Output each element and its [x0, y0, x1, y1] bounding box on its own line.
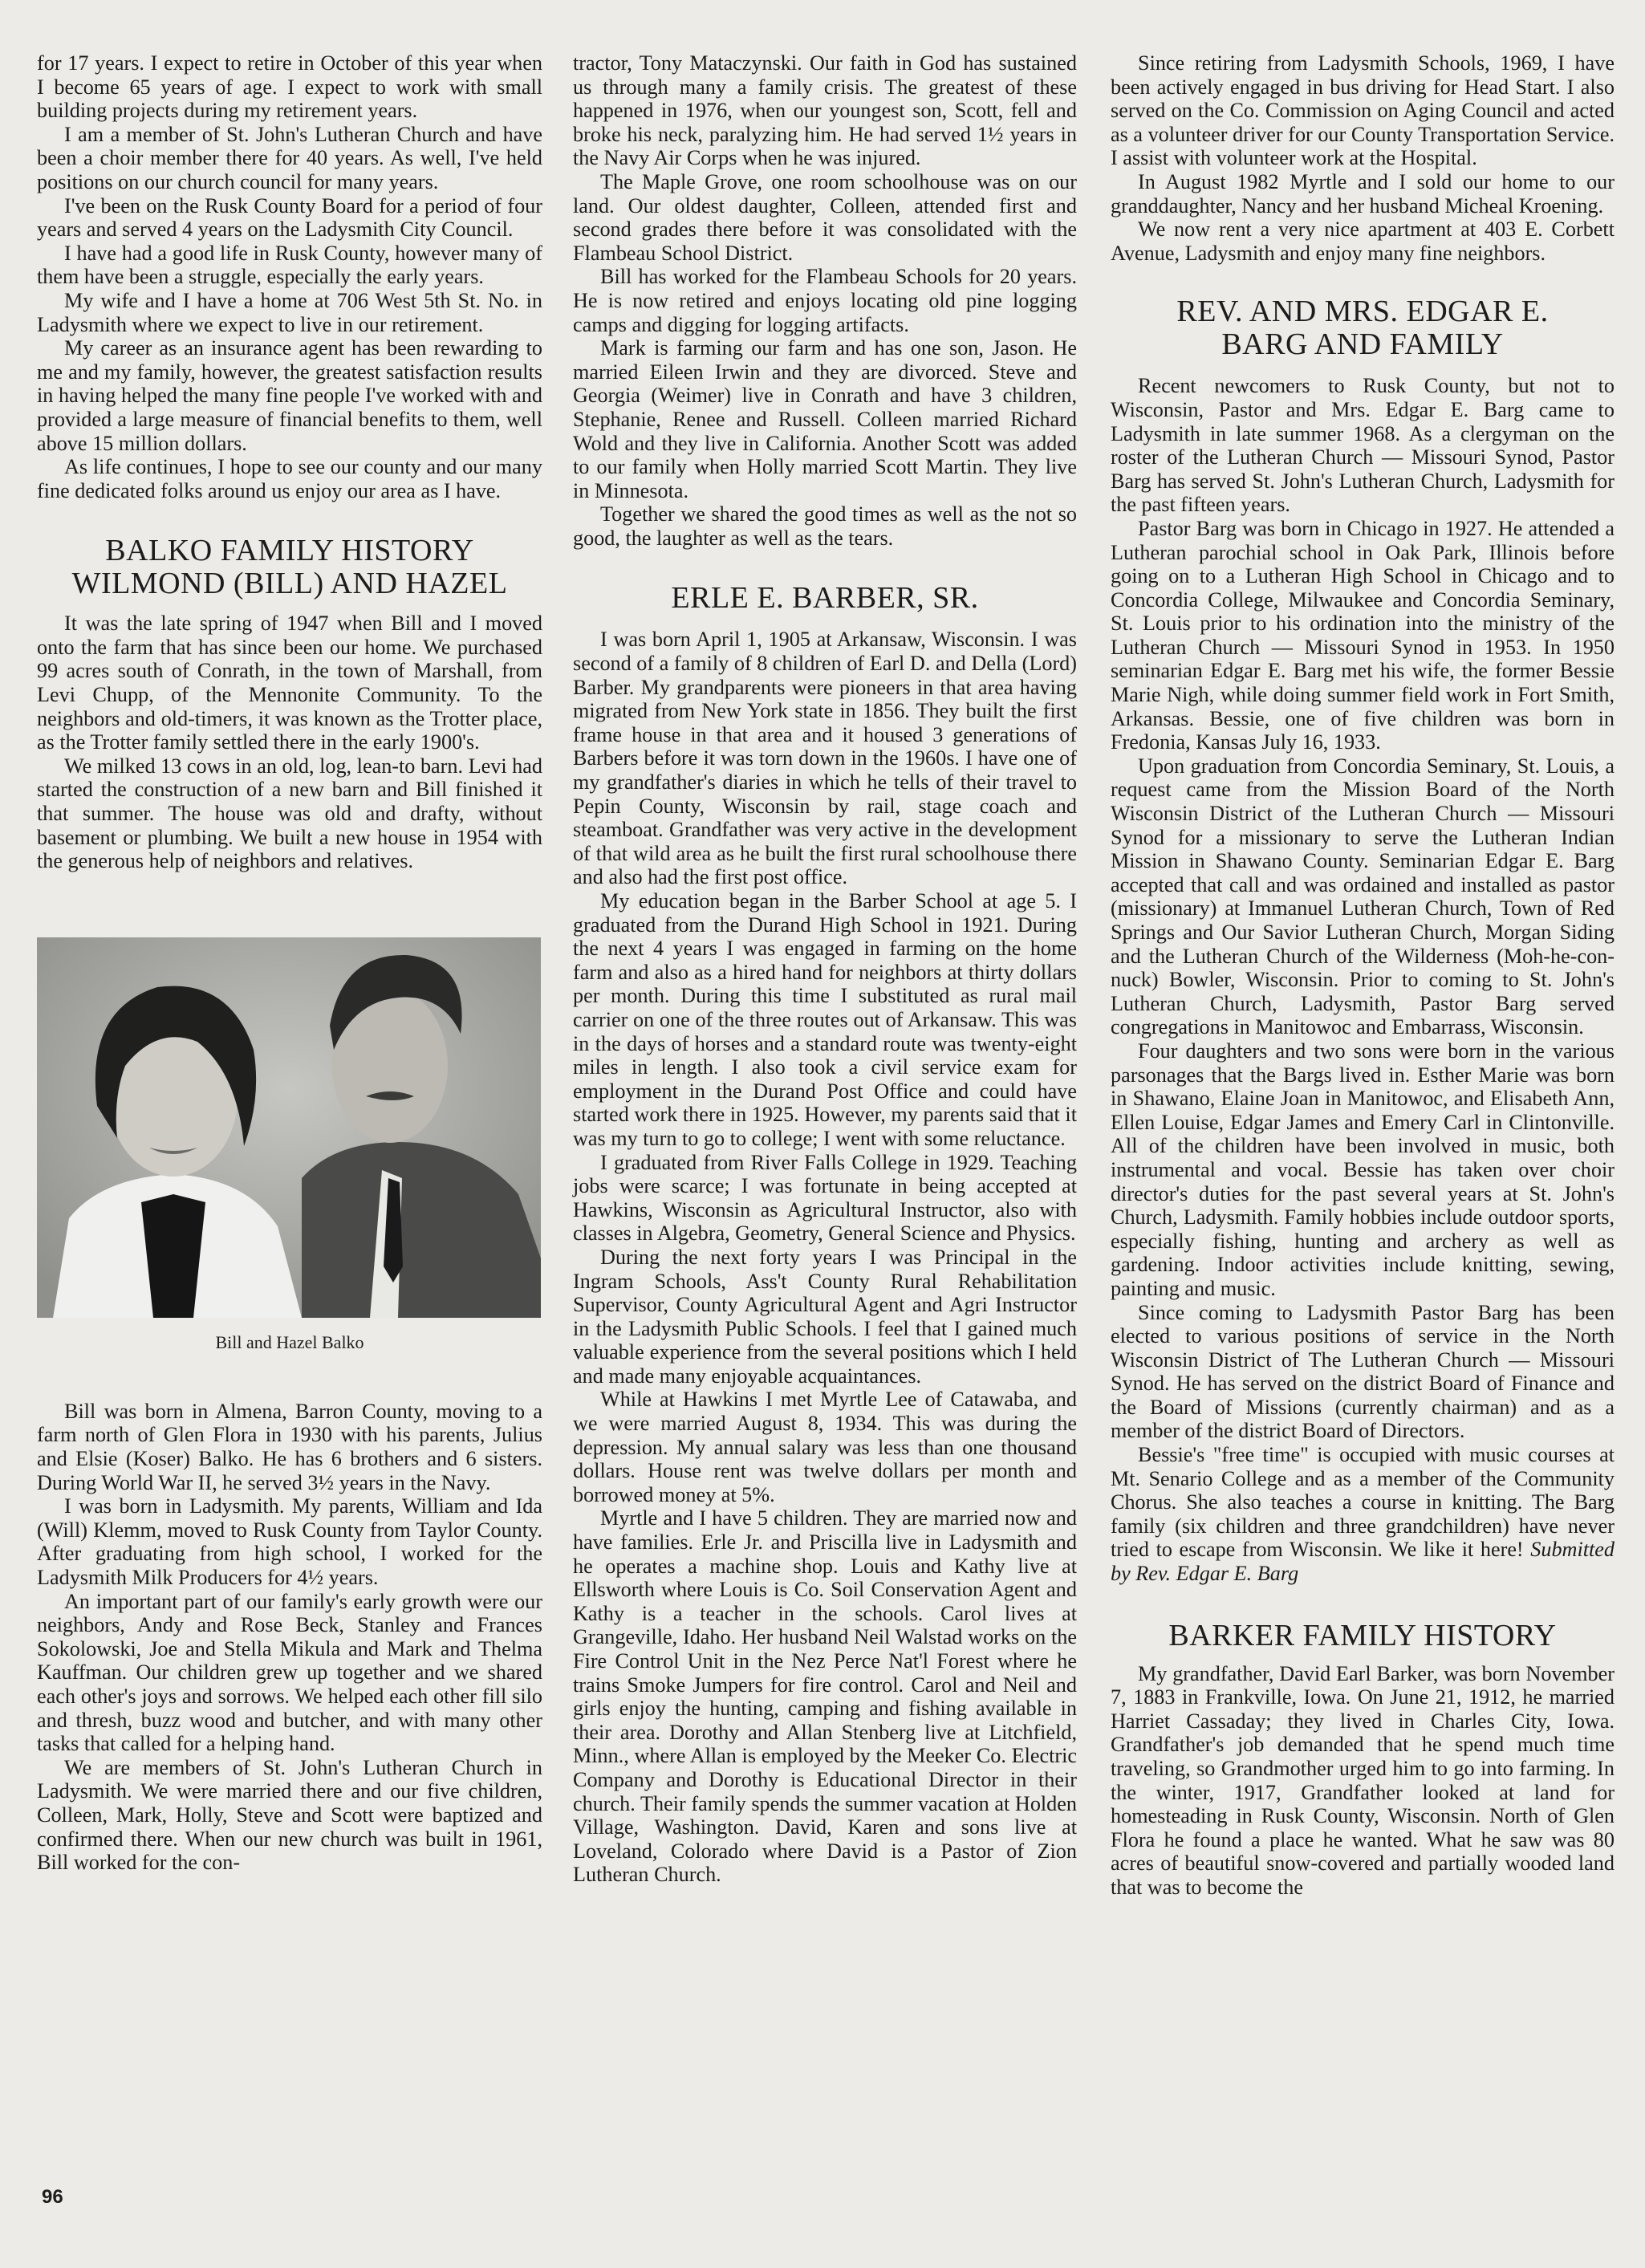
- balko-heading: [37, 534, 542, 600]
- barber-heading: ERLE E. BARBER, SR.: [671, 581, 979, 616]
- paragraph: Mark is farming our farm and has one son, Jason. He married Eileen Irwin and they are divorced. Steve and Georgia (Weimer) live in Conrath and have 3 children, Stephanie, Renee and Russell. Colleen married Richard Wold and they live in California. Another Scott was added to our family when Holly married Scott Martin. They live in Minnesota.: [573, 336, 1077, 502]
- barg-last-paragraph-text: Bessie's "free time" is occupied with music courses at Mt. Senario College and as a member of the Community Chorus. She also teaches a course in knitting. The Barg family (six children and three grandchildren) have never tried to escape from Wisconsin. We like it here!: [1111, 1443, 1615, 1562]
- paragraph: Since coming to Ladysmith Pastor Barg has been elected to various positions of service in the North Wisconsin District of The Lutheran Church — Missouri Synod. He has served on the district Board of Finance and the Board of Missions (currently chairman) and as a member of the district Board of Directors.: [1111, 1300, 1615, 1443]
- balko-heading-line1: BALKO FAMILY HISTORY: [105, 534, 474, 568]
- paragraph: The Maple Grove, one room schoolhouse was on our land. Our oldest daughter, Colleen, attended first and second grades there before it was consolidated with the Flambeau School District.: [573, 169, 1077, 265]
- barker-heading: BARKER FAMILY HISTORY: [1168, 1618, 1557, 1652]
- barg-heading: [1111, 295, 1615, 361]
- paragraph: Recent newcomers to Rusk County, but not to Wisconsin, Pastor and Mrs. Edgar E. Barg came to Ladysmith in late summer 1968. As a clergyman on the roster of the Lutheran Church — Missouri Synod, Pastor Barg has served St. John's Lutheran Church, Ladysmith for the past fifteen years.: [1111, 374, 1615, 517]
- column-1: [37, 51, 542, 1875]
- paragraph: I was born April 1, 1905 at Arkansaw, Wisconsin. I was second of a family of 8 children of Earl D. and Della (Lord) Barber. My grandparents were pioneers in that area having migrated from New York state in 1856. They built the first frame house in that area and it housed 3 generations of Barbers before it was torn down in the 1960s. I have one of my grandfather's diaries in which he tells of their travel to Pepin County, Wisconsin by rail, stage coach and steamboat. Grandfather was very active in the development of that wild area as he built the first rural schoolhouse there and also had the first post office.: [573, 628, 1077, 889]
- column-3: [1111, 51, 1615, 1900]
- paragraph: I have had a good life in Rusk County, however many of them have been a struggle, especially the early years.: [37, 241, 542, 289]
- balko-heading-line2: WILMOND (BILL) AND HAZEL: [71, 567, 508, 601]
- barg-heading-line2: BARG AND FAMILY: [1221, 327, 1504, 362]
- paragraph: I was born in Ladysmith. My parents, William and Ida (Will) Klemm, moved to Rusk County from Taylor County. After graduating from high school, I worked for the Ladysmith Milk Producers for 4½ years.: [37, 1494, 542, 1589]
- portrait-photo: [37, 937, 541, 1318]
- paragraph: Pastor Barg was born in Chicago in 1927. He attended a Lutheran parochial school in Oak Park, Illinois before going on to a Lutheran High School in Chicago and to Concordia College, Milwaukee and Concordia Seminary, St. Louis prior to his ordination into the ministry of the Lutheran Church — Missouri Synod in 1953. In 1950 seminarian Edgar E. Barg met his wife, the former Bessie Marie Nigh, while doing summer field work in Fort Smith, Arkansas. Bessie, one of five children was born in Fredonia, Kansas July 16, 1933.: [1111, 516, 1615, 754]
- paragraph: In August 1982 Myrtle and I sold our home to our granddaughter, Nancy and her husband Micheal Kroening.: [1111, 169, 1615, 217]
- paragraph: We milked 13 cows in an old, log, lean-to barn. Levi had started the construction of a new barn and Bill finished it that summer. The house was old and drafty, without basement or plumbing. We built a new house in 1954 with the generous help of neighbors and relatives.: [37, 754, 542, 873]
- paragraph: Bill was born in Almena, Barron County, moving to a farm north of Glen Flora in 1930 with his parents, Julius and Elsie (Koser) Balko. He has 6 brothers and 6 sisters. During World War II, he served 3½ years in the Navy.: [37, 1399, 542, 1494]
- paragraph: tractor, Tony Mataczynski. Our faith in God has sustained us through many a family crisis. The greatest of these happened in 1976, when our youngest son, Scott, fell and broke his neck, paralyzing him. He had served 1½ years in the Navy Air Corps when he was injured.: [573, 51, 1077, 170]
- paragraph: Since retiring from Ladysmith Schools, 1969, I have been actively engaged in bus driving for Head Start. I also served on the Co. Commission on Aging Council and acted as a volunteer driver for our County Transportation Service. I assist with volunteer work at the Hospital.: [1111, 51, 1615, 170]
- barg-heading-line1: REV. AND MRS. EDGAR E.: [1176, 295, 1549, 329]
- paragraph: While at Hawkins I met Myrtle Lee of Catawaba, and we were married August 8, 1934. This was during the depression. My annual salary was less than one thousand dollars. House rent was twelve dollars per month and borrowed money at 5%.: [573, 1388, 1077, 1506]
- paragraph: Upon graduation from Concordia Seminary, St. Louis, a request came from the Mission Board of the North Wisconsin District of the Lutheran Church — Missouri Synod for a missionary to serve the Lutheran Indian Mission in Shawano County. Seminarian Edgar E. Barg accepted that call and was ordained and installed as pastor (missionary) at Immanuel Lutheran Church, Town of Red Springs and Our Savior Lutheran Church, Morgan Siding and the Lutheran Church of the Wilderness (Moh-he-con-nuck) Bowler, Wisconsin. Prior to coming to St. John's Lutheran Church, Ladysmith, Pastor Barg served congregations in Manitowoc and Embarrass, Wisconsin.: [1111, 754, 1615, 1039]
- paragraph: My education began in the Barber School at age 5. I graduated from the Durand High School in 1921. During the next 4 years I was engaged in farming on the home farm and also as a hired hand for neighbors at thirty dollars per month. During this time I substituted as rural mail carrier on one of the three routes out of Arkansaw. This was in the days of horses and a standard route was twenty-eight miles in length. I also took a civil service exam for employment in the Durand Post Office and could have started work there in 1925. However, my parents said that it was my turn to go to college; I went with some reluctance.: [573, 889, 1077, 1150]
- paragraph: During the next forty years I was Principal in the Ingram Schools, Ass't County Rural Rehabilitation Supervisor, County Agricultural Agent and Agri Instructor in the Ladysmith Public Schools. I feel that I gained much valuable experience from the several positions which I held and made many enjoyable acquaintances.: [573, 1245, 1077, 1388]
- paragraph: It was the late spring of 1947 when Bill and I moved onto the farm that has since been our home. We purchased 99 acres south of Conrath, in the town of Marshall, from Levi Chupp, of the Mennonite Community. To the neighbors and old-timers, it was known as the Trotter place, as the Trotter family settled there in the early 1900's.: [37, 612, 542, 754]
- paragraph: Myrtle and I have 5 children. They are married now and have families. Erle Jr. and Priscilla live in Ladysmith and he operates a machine shop. Louis and Kathy live at Ellsworth where Louis is Co. Soil Conservation Agent and Kathy is a teacher in the schools. Carol lives at Grangeville, Idaho. Her husband Neil Walstad works on the Fire Control Unit in the Nez Perce Nat'l Forest where he trains Smoke Jumpers for fire control. Carol and Neil and girls enjoy the hunting, camping and fishing available in their area. Dorothy and Allan Stenberg live at Litchfield, Minn., where Allan is employed by the Meeker Co. Electric Company and Dorothy is Educational Director in their church. Their family spends the summer vacation at Holden Village, Washington. David, Karen and sons live at Loveland, Colorado where David is a Pastor of Zion Lutheran Church.: [573, 1506, 1077, 1887]
- paragraph: My career as an insurance agent has been rewarding to me and my family, however, the greatest satisfaction results in having helped the many fine people I've worked with and provided a large measure of financial benefits to them, well above 15 million dollars.: [37, 336, 542, 455]
- paragraph: I am a member of St. John's Lutheran Church and have been a choir member there for 40 years. As well, I've held positions on our church council for many years.: [37, 122, 542, 193]
- paragraph: Four daughters and two sons were born in the various parsonages that the Bargs lived in. Esther Marie was born in Shawano, Elaine Joan in Manitowoc, and Elisabeth Ann, Ellen Louise, Edgar James and Emery Carl in Clintonville. All of the children have been involved in music, both instrumental and vocal. Bessie has taken over choir director's duties for the past several years at St. John's Church, Ladysmith. Family hobbies include outdoor sports, especially fishing, hunting and archery as well as gardening. Indoor activities include knitting, sewing, painting and music.: [1111, 1038, 1615, 1300]
- paragraph: I've been on the Rusk County Board for a period of four years and served 4 years on the Ladysmith City Council.: [37, 193, 542, 242]
- paragraph: As life continues, I hope to see our county and our many fine dedicated folks around us enjoy our area as I have.: [37, 455, 542, 502]
- paragraph: [1111, 1443, 1615, 1586]
- paragraph: We are members of St. John's Lutheran Church in Ladysmith. We were married there and our five children, Colleen, Mark, Holly, Steve and Scott were baptized and confirmed there. When our new church was built in 1961, Bill worked for the con-: [37, 1755, 542, 1875]
- paragraph: Together we shared the good times as well as the not so good, the laughter as well as the tears.: [573, 502, 1077, 550]
- paragraph: for 17 years. I expect to retire in October of this year when I become 65 years of age. I expect to work with small building projects during my retirement years.: [37, 51, 542, 123]
- photo-caption: Bill and Hazel Balko: [215, 1331, 364, 1352]
- photo-figure: [37, 937, 542, 1353]
- paragraph: My wife and I have a home at 706 West 5th St. No. in Ladysmith where we expect to live in our retirement.: [37, 288, 542, 336]
- column-2: [573, 51, 1077, 1887]
- paragraph: We now rent a very nice apartment at 403 E. Corbett Avenue, Ladysmith and enjoy many fine neighbors.: [1111, 217, 1615, 265]
- paragraph: My grandfather, David Earl Barker, was born November 7, 1883 in Frankville, Iowa. On June 21, 1912, he married Harriet Cassaday; they lived in Charles City, Iowa. Grandfather's job demanded that he spend much time traveling, so Grandmother urged him to go into farming. In the winter, 1917, Grandfather looked at land for homesteading in Rusk County, Wisconsin. North of Glen Flora he found a place he wanted. What he saw was 80 acres of beautiful snow-covered and partially wooded land that was to become the: [1111, 1661, 1615, 1899]
- paragraph: An important part of our family's early growth were our neighbors, Andy and Rose Beck, Stanley and Frances Sokolowski, Joe and Stella Mikula and Mark and Thelma Kauffman. Our children grew up together and we shared each other's joys and sorrows. We helped each other fill silo and thresh, buzz wood and butcher, and with many other tasks that called for a helping hand.: [37, 1589, 542, 1756]
- page-number: 96: [42, 2186, 63, 2208]
- paragraph: Bill has worked for the Flambeau Schools for 20 years. He is now retired and enjoys locating old pine logging camps and digging for logging artifacts.: [573, 265, 1077, 336]
- submitted-by: Submitted by Rev. Edgar E. Barg: [1111, 1538, 1615, 1586]
- paragraph: I graduated from River Falls College in 1929. Teaching jobs were scarce; I was fortunate in being accepted at Hawkins, Wisconsin as Agricultural Instructor, also with classes in Algebra, Geometry, General Science and Physics.: [573, 1150, 1077, 1246]
